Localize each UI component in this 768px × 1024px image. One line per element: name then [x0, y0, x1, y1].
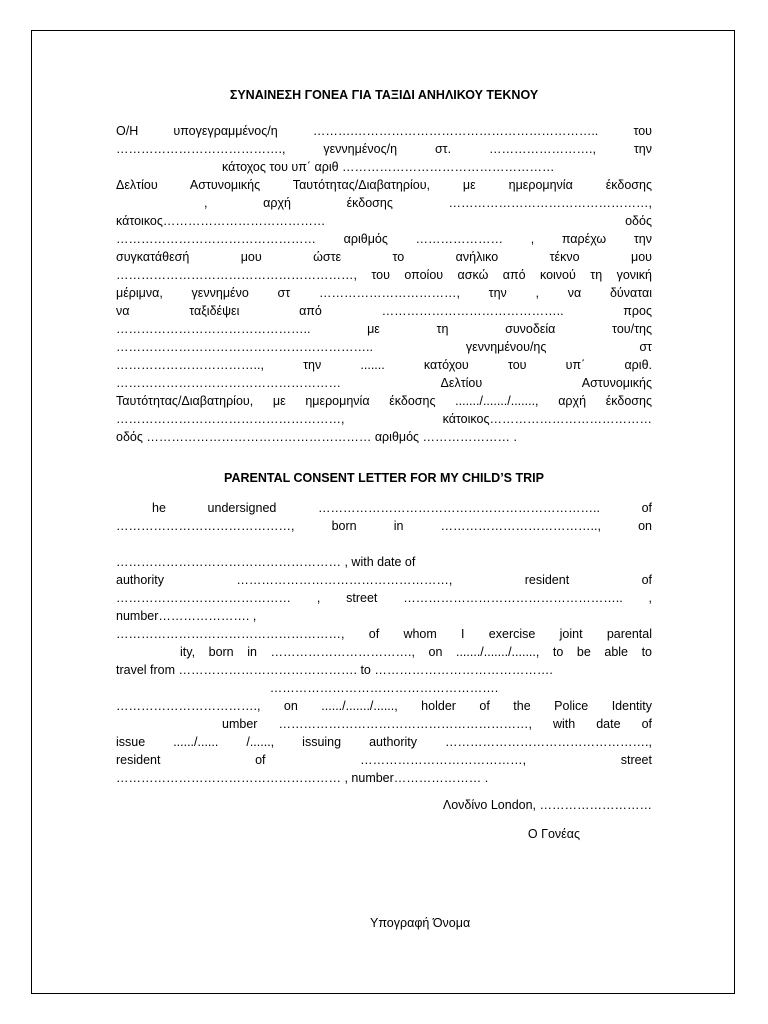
parent-label: Ο Γονέας — [527, 827, 580, 841]
greek-title: ΣΥΝΑΙΝΕΣΗ ΓΟΝΕΑ ΓΙΑ ΤΑΞΙΔΙ ΑΝΗΛΙΚΟΥ ΤΕΚΝΟΥ — [229, 88, 539, 102]
greek-line: Ταυτότητας/Διαβατηρίου, με ημερομηνία έκδοσης ......./......./......., αρχή έκδοσης — [116, 394, 652, 408]
greek-line: ………………………………………… αριθμός ………………… , παρέχω την — [116, 232, 652, 246]
greek-body — [116, 122, 652, 446]
english-line: ……………………………………………… , number………………… . — [116, 771, 489, 785]
english-title: PARENTAL CONSENT LETTER FOR MY CHILD’S TRIP — [224, 471, 544, 485]
greek-line: …………………………….., την ....... κατόχου του υπ΄ αριθ. — [116, 358, 652, 372]
greek-line: να ταξιδέψει από …………………………………….. προς — [116, 304, 652, 318]
greek-line: ………………………………………………, κάτοικος………………………………… — [116, 412, 652, 426]
english-line: number…………………. , — [116, 609, 257, 623]
greek-line: συγκατάθεσή μου ώστε το ανήλικο τέκνο μου — [116, 250, 652, 264]
place-date-block — [116, 796, 652, 814]
english-line: authority ……………………………………………, resident of — [116, 573, 652, 587]
greek-line: οδός ……………………………………………… αριθμός ………………… . — [116, 430, 517, 444]
english-line: umber ……………………………………………………, with date of — [222, 717, 652, 731]
place-date-line: Λονδίνο London, ……………………… — [442, 798, 652, 812]
greek-line: Δελτίου Αστυνομικής Ταυτότητας/Διαβατηρίου, με ημερομηνία έκδοσης — [116, 178, 652, 192]
greek-line: ……………………………………………… Δελτίου Αστυνομικής — [116, 376, 652, 390]
english-line: ………………………………………………, of whom I exercise joint parental — [116, 627, 652, 641]
greek-line: Ο/Η υπογεγραμμένος/η ……….………………………………………………….. του — [116, 124, 652, 138]
english-body — [116, 499, 652, 787]
english-line: ity, born in ……………………………., on ......./......./......., to be able to — [180, 645, 652, 659]
greek-line: ……………………………………….. με τη συνοδεία του/της — [116, 322, 652, 336]
signature-block — [116, 914, 652, 932]
greek-line: …………………………………………………, του οποίου ασκώ από κοινού τη γονική — [116, 268, 652, 282]
parent-label-block — [116, 825, 652, 843]
english-line: …………………………………… , street …………………………………………….. , — [116, 591, 652, 605]
greek-line: , αρχή έκδοσης …………………………………………, — [204, 196, 652, 210]
greek-line: κάτοχος του υπ΄ αριθ …………………………………………… — [222, 160, 555, 174]
greek-line: …………………………………., γεννημένος/η στ. ……………………., την — [116, 142, 652, 156]
english-line: he undersigned ………………………………………………………….. of — [152, 501, 652, 515]
greek-line: …………………………………………………….. γεννημένου/ης στ — [116, 340, 652, 354]
english-line: travel from ……………………………………. to ……………………………………. — [116, 663, 553, 677]
english-line: ………………………………………………. — [269, 681, 499, 695]
english-line-blank — [116, 535, 652, 553]
english-line: ……………………………………………… , with date of — [116, 555, 416, 569]
english-line: ……………………………., on ....../......./......, holder of the Police Identity — [116, 699, 652, 713]
greek-line: μέριμνα, γεννημένο στ ……………………………, την , να δύναται — [116, 286, 652, 300]
signature-label: Υπογραφή Όνομα — [370, 916, 471, 930]
english-line: issue ....../...... /......, issuing authority …………………………………………., — [116, 735, 652, 749]
english-line: resident of …………………………………, street — [116, 753, 652, 767]
english-line: ……………………………………, born in ……………………………….., on — [116, 519, 652, 533]
greek-line: κάτοικος………………………………… οδός — [116, 214, 652, 228]
